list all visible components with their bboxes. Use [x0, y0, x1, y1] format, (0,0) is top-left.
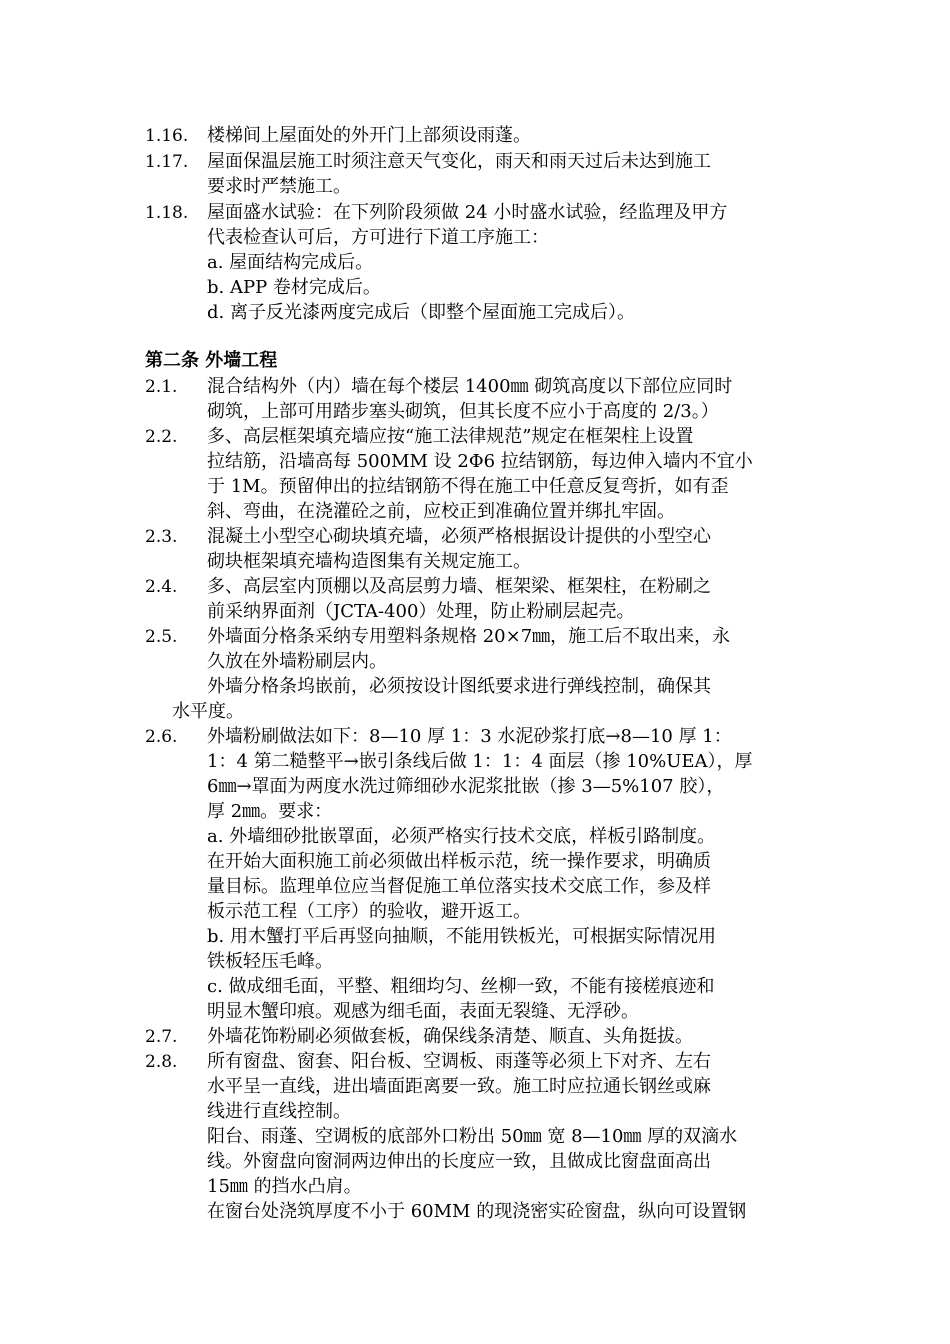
item-number: 1.16. — [145, 126, 189, 146]
item-number: 2.6. — [145, 727, 178, 747]
item-number: 2.1. — [145, 377, 178, 397]
item-text: 量目标。监理单位应当督促施工单位落实技术交底工作，参及样 — [207, 876, 711, 897]
item-text: 所有窗盘、窗套、阳台板、空调板、雨蓬等必须上下对齐、左右 — [207, 1051, 711, 1072]
sub-item: d. 离子反光漆两度完成后（即整个屋面施工完成后）。 — [207, 302, 635, 323]
item-number: 2.5. — [145, 627, 178, 647]
sub-item: a. 屋面结构完成后。 — [207, 252, 374, 273]
item-number: 2.3. — [145, 527, 178, 547]
item-number: 2.8. — [145, 1052, 178, 1072]
item-text: 外墙面分格条采纳专用塑料条规格 20×7㎜，施工后不取出来，永 — [207, 626, 731, 647]
item-text: 砌块框架填充墙构造图集有关规定施工。 — [207, 551, 531, 572]
item-text: 前采纳界面剂（JCTA-400）处理，防止粉刷层起壳。 — [207, 601, 635, 622]
item-text: 多、高层框架填充墙应按“施工法律规范”规定在框架柱上设置 — [207, 426, 694, 447]
item-text: 久放在外墙粉刷层内。 — [207, 651, 387, 672]
item-text: 屋面盛水试验：在下列阶段须做 24 小时盛水试验，经监理及甲方 — [207, 202, 728, 223]
item-text: 代表检查认可后，方可进行下道工序施工： — [207, 227, 549, 248]
item-text: 外墙粉刷做法如下：8—10 厚 1：3 水泥砂浆打底→8—10 厚 1： — [207, 726, 732, 747]
section-heading: 第二条 外墙工程 — [145, 350, 278, 371]
item-number: 1.17. — [145, 152, 189, 172]
item-text: 在窗台处浇筑厚度不小于 60MM 的现浇密实砼窗盘，纵向可设置钢 — [207, 1201, 747, 1222]
sub-item: b. 用木蟹打平后再竖向抽顺，不能用铁板光，可根据实际情况用 — [207, 926, 716, 947]
item-text: 砌筑，上部可用踏步塞头砌筑，但其长度不应小于高度的 2/3。） — [207, 401, 719, 422]
item-text: 15㎜ 的挡水凸肩。 — [207, 1176, 362, 1197]
item-text: 拉结筋，沿墙高每 500MM 设 2Φ6 拉结钢筋，每边伸入墙内不宜小 — [207, 451, 753, 472]
item-text: 板示范工程（工序）的验收，避开返工。 — [207, 901, 531, 922]
item-text: 线进行直线控制。 — [207, 1101, 351, 1122]
item-number: 1.18. — [145, 203, 189, 223]
item-text: 6㎜→罩面为两度水洗过筛细砂水泥浆批嵌（掺 3—5%107 胶）， — [207, 776, 725, 797]
item-text: 水平度。 — [172, 701, 244, 722]
item-text: 明显木蟹印痕。观感为细毛面，表面无裂缝、无浮砂。 — [207, 1001, 639, 1022]
item-number: 2.2. — [145, 427, 178, 447]
item-text: 屋面保温层施工时须注意天气变化，雨天和雨天过后未达到施工 — [207, 151, 711, 172]
item-text: 要求时严禁施工。 — [207, 176, 351, 197]
sub-item: b. APP 卷材完成后。 — [207, 277, 381, 298]
item-text: 在开始大面积施工前必须做出样板示范，统一操作要求，明确质 — [207, 851, 711, 872]
item-text: 楼梯间上屋面处的外开门上部须设雨蓬。 — [207, 125, 531, 146]
item-number: 2.7. — [145, 1027, 178, 1047]
item-text: 水平呈一直线，进出墙面距离要一致。施工时应拉通长钢丝或麻 — [207, 1076, 711, 1097]
item-text: 混凝土小型空心砌块填充墙，必须严格根据设计提供的小型空心 — [207, 526, 711, 547]
item-text: 1：4 第二糙整平→嵌引条线后做 1：1：4 面层（掺 10%UEA），厚 — [207, 751, 753, 772]
item-text: 斜、弯曲，在浇灌砼之前，应校正到准确位置并绑扎牢固。 — [207, 501, 675, 522]
item-text: 外墙花饰粉刷必须做套板，确保线条清楚、顺直、头角挺拔。 — [207, 1026, 693, 1047]
sub-item: a. 外墙细砂批嵌罩面，必须严格实行技术交底，样板引路制度。 — [207, 826, 716, 847]
item-number: 2.4. — [145, 577, 178, 597]
item-text: 于 1M。预留伸出的拉结钢筋不得在施工中任意反复弯折，如有歪 — [207, 476, 729, 497]
item-text: 铁板轻压毛峰。 — [207, 951, 333, 972]
item-text: 线。外窗盘向窗洞两边伸出的长度应一致，且做成比窗盘面高出 — [207, 1151, 711, 1172]
item-text: 外墙分格条坞嵌前，必须按设计图纸要求进行弹线控制，确保其 — [207, 676, 711, 697]
item-text: 混合结构外（内）墙在每个楼层 1400㎜ 砌筑高度以下部位应同时 — [207, 376, 733, 397]
item-text: 阳台、雨蓬、空调板的底部外口粉出 50㎜ 宽 8—10㎜ 厚的双滴水 — [207, 1126, 738, 1147]
item-text: 多、高层室内顶棚以及高层剪力墙、框架梁、框架柱，在粉刷之 — [207, 576, 711, 597]
sub-item: c. 做成细毛面，平整、粗细均匀、丝柳一致，不能有接槎痕迹和 — [207, 976, 715, 997]
item-text: 厚 2㎜。要求： — [207, 801, 333, 822]
